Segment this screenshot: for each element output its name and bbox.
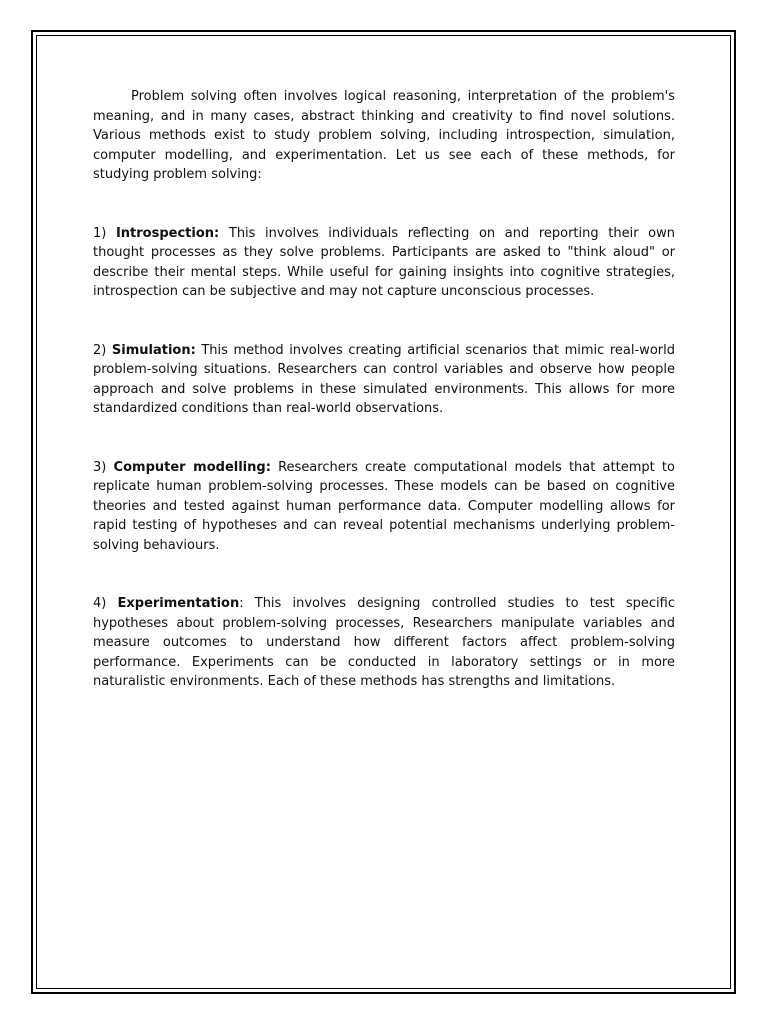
method-term: Computer modelling: (113, 459, 271, 475)
document-body (93, 87, 675, 692)
method-number: 2) (93, 342, 107, 358)
method-experimentation (93, 594, 675, 692)
method-text: Researchers create computational models that attempt to replicate human problem-solving processes. These models can be based on cognitive theories and tested against human performance data. Computer modelling allows for rapid testing of hypotheses and can reveal potential mechanisms underlying problem- solving behaviours. (93, 459, 675, 553)
method-text: This method involves creating artificial scenarios that mimic real-world problem-solving situations. Researchers can control variables and observe how people approach and solve problems in these simulated environments. This allows for more standardized conditions than real-world observations. (93, 342, 675, 416)
method-introspection (93, 224, 675, 302)
method-term: Introspection: (115, 225, 220, 241)
method-simulation (93, 341, 675, 419)
intro-paragraph: Problem solving often involves logical reasoning, interpretation of the problem's meaning, and in many cases, abstract thinking and creativity to find novel solutions. Various methods exist to study problem solving, including introspection, simulation, computer modelling, and experimentation. Let us see each of these methods, for studying problem solving: (93, 89, 675, 182)
method-text: This involves individuals reflecting on and reporting their own thought processes as they solve problems. Participants are asked to "think aloud" or describe their mental steps. While useful for gaining insights into cognitive strategies, introspection can be subjective and may not capture unconscious processes. (93, 225, 675, 299)
method-term: Simulation: (111, 342, 196, 358)
method-text: : This involves designing controlled studies to test specific hypotheses about problem-solving processes, Researchers manipulate variables and measure outcomes to understand how different factors affect problem-solving performance. Experiments can be conducted in laboratory settings or in more naturalistic environments. Each of these methods has strengths and limitations. (93, 596, 675, 689)
method-number: 3) (93, 459, 107, 475)
method-computer-modelling (93, 458, 675, 556)
method-term: Experimentation (117, 596, 240, 611)
method-number: 1) (93, 225, 107, 241)
method-number: 4) (93, 596, 107, 611)
